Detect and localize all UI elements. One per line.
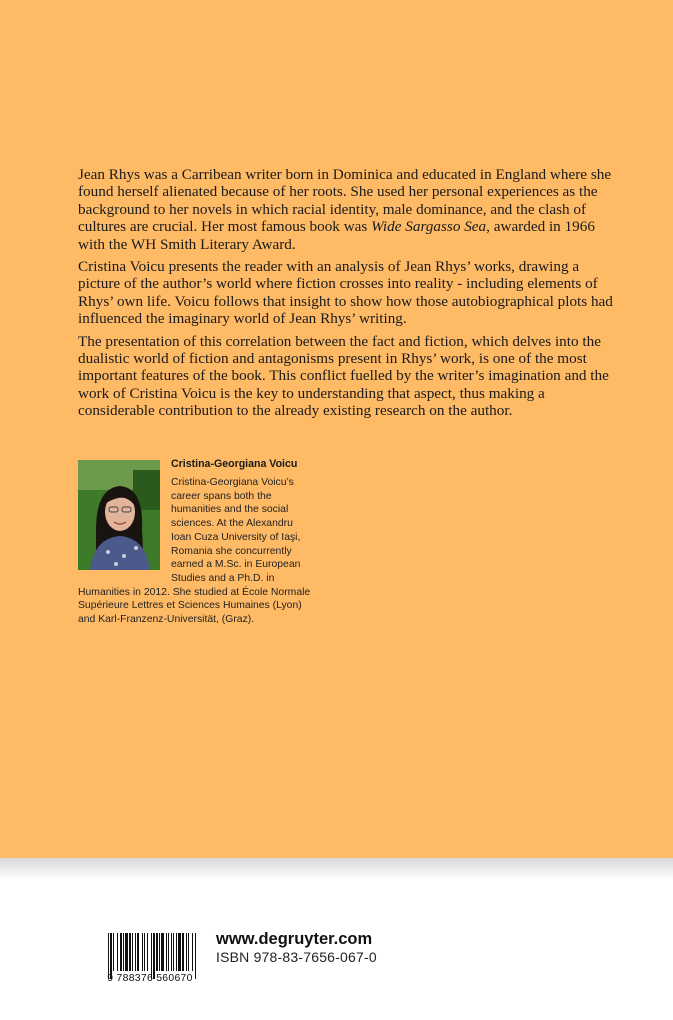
bio-line: Cristina-Georgiana Voicu’s [171,477,294,488]
blurb-paragraph-3: The presentation of this correlation between the fact and fiction, which delves into the dualistic world of fiction and antagonisms present in Rhys’ work, is one of the most important features of the book. This conflict fuelled by the writer’s imagination and the work of Cristina Voicu is the key to understanding that aspect, thus making a considerable contribution to the already existing research on the author. [78,332,609,420]
bio-line: Studies and a Ph.D. in [171,572,275,584]
bio-line: Ioan Cuza University of Iaşi, [171,531,301,543]
book-title-italic: Wide Sargasso Sea [371,218,487,236]
publisher-website: www.degruyter.com [216,930,373,948]
barcode-bar [188,933,189,971]
barcode-bar [125,933,128,971]
barcode-bar [135,933,136,971]
bio-line: Romania she concurrently [171,545,292,557]
barcode-bar [186,933,187,971]
bio-line: humanities and the social [171,504,289,516]
bio-line: sciences. At the Alexandru [171,518,293,530]
barcode-bar [117,933,118,971]
blurb-paragraph-1: Jean Rhys was a Carribean writer born in Dominica and educated in England where she found herself alienated because of her roots. She used her personal experiences as the background to her novels in which racial identity, male dominance, and the clash of cultures are crucial. Her most famous book was Wide Sargasso Sea, awarded in 1966 with the WH Smith Literary Award. [78,166,612,253]
barcode-bar [144,933,145,971]
barcode-digits: 9 788376 560670 [107,973,193,984]
bio-line: Supérieure Lettres et Sciences Humaines (Lyon) [78,600,302,612]
barcode-bar [178,933,181,971]
barcode-bar [113,933,114,971]
barcode-bar [142,933,143,971]
author-name: Cristina-Georgiana Voicu [171,458,298,470]
isbn-number: ISBN 978-83-7656-067-0 [216,949,377,965]
bio-line: and Karl-Franzenz-Universität, (Graz). [78,614,255,626]
barcode-bar [166,933,167,971]
barcode-bar [168,933,169,971]
barcode-bar [120,933,122,971]
blurb-paragraph-2: Cristina Voicu presents the reader with an analysis of Jean Rhys’ works, drawing a picture of the author’s world where fiction crosses into reality - including elements of Rhys’ own life. Voicu follows that insight to show how those autobiographical plots had influenced the imaginary world of Jean Rhys’ writing. [78,258,613,328]
barcode-bar [159,933,160,971]
barcode-bar [147,933,148,971]
barcode-bar [123,933,124,971]
cover-edge-shadow [0,858,673,880]
barcode-bar [132,933,133,971]
barcode-bar [161,933,164,971]
barcode-bar [156,933,158,971]
barcode-bar [192,933,193,971]
barcode-bar [129,933,131,971]
barcode-bar [182,933,184,971]
book-blurb [78,166,618,425]
bio-line: Humanities in 2012. She studied at École Normale [78,586,311,598]
bio-line: career spans both the [171,490,272,502]
barcode-bar [171,933,172,971]
author-bio [78,476,378,627]
barcode-bar [173,933,174,971]
bio-line: earned a M.Sc. in European [171,559,301,571]
barcode-bar [176,933,177,971]
barcode-bar [137,933,139,971]
